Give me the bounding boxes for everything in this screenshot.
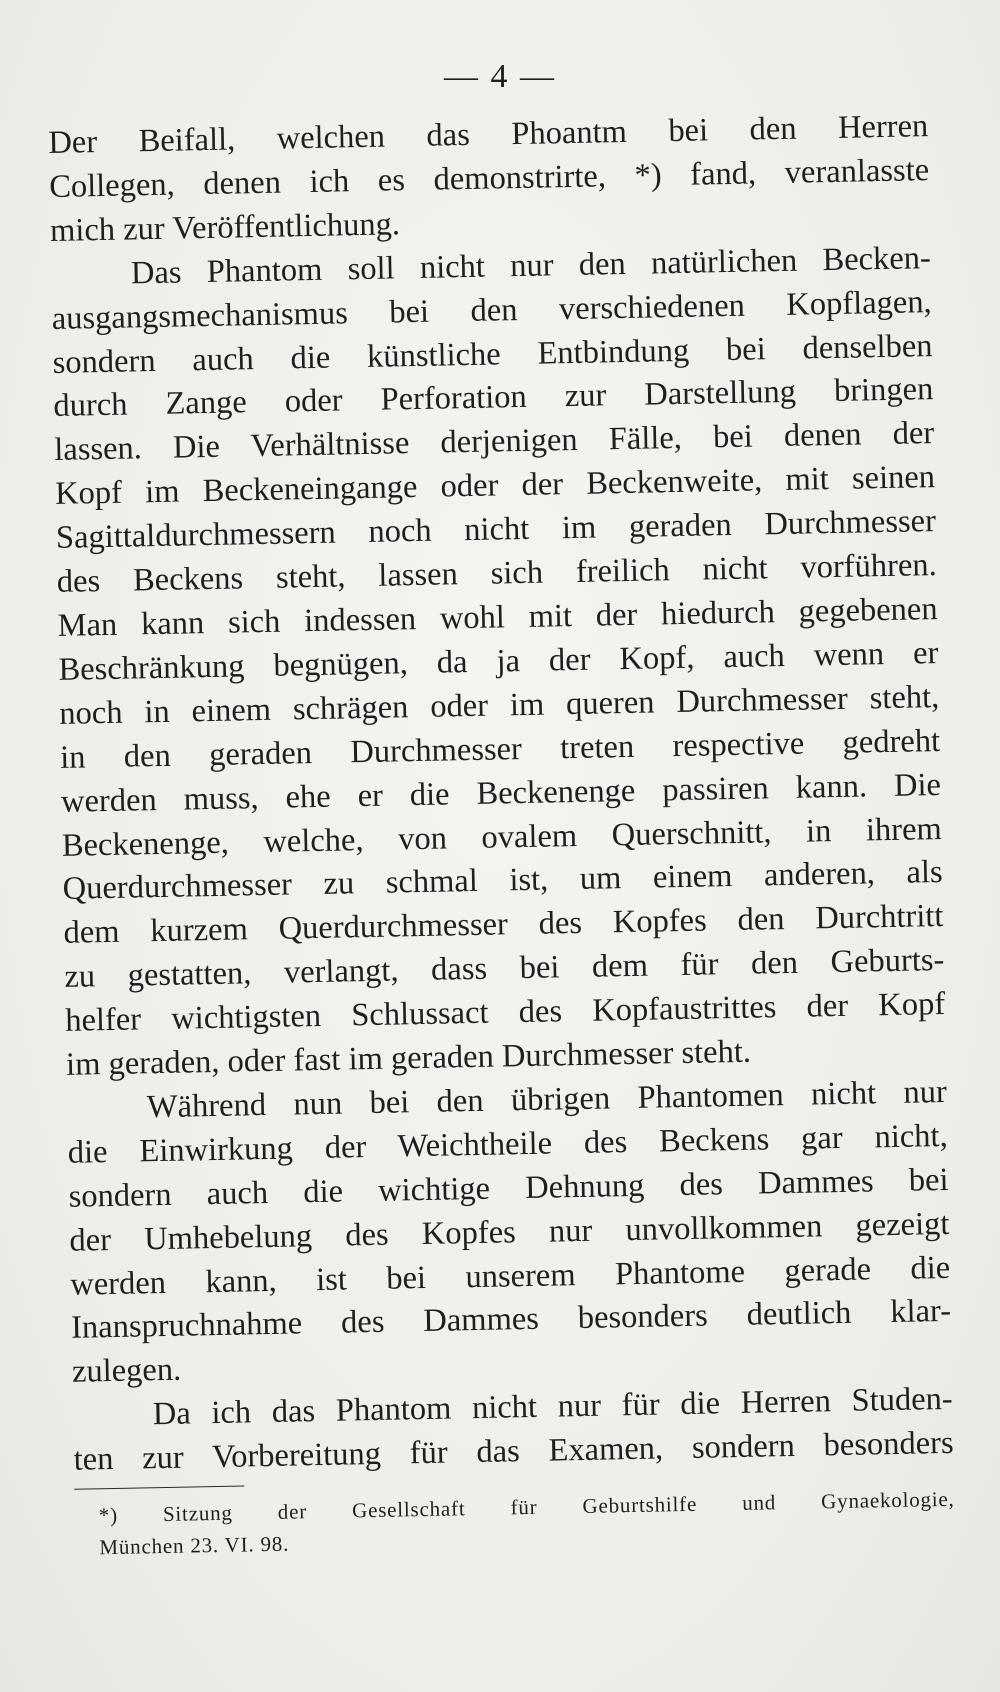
text-line: Da ich das Phantom nicht nur für die Herren Studen- — [152, 1381, 954, 1433]
footnote-divider — [74, 1486, 244, 1490]
text-line: Querdurchmesser zu schmal ist, um einem anderen, als — [62, 854, 943, 908]
text-line: im geraden, oder fast im geraden Durchmesser steht. — [65, 1033, 752, 1083]
text-line: sondern auch die wichtige Dehnung des Dammes bei — [68, 1161, 949, 1215]
text-line: Beschränkung begnügen, da ja der Kopf, auch wenn er — [58, 634, 939, 688]
text-line: Kopf im Beckeneingange oder der Beckenweite, mit seinen — [54, 459, 936, 513]
text-line: in den geraden Durchmesser treten respective gedreht — [59, 722, 941, 776]
text-line: zulegen. — [71, 1352, 182, 1391]
text-line: des Beckens steht, lassen sich freilich nicht vorführen. — [56, 547, 938, 600]
text-line: lassen. Die Verhältnisse derjenigen Fälle, bei denen der — [53, 415, 935, 469]
text-line: Collegen, denen ich es demonstrirte, *) fand, veranlasste — [48, 152, 930, 205]
text-line: durch Zange oder Perforation zur Darstellung bringen — [53, 371, 934, 425]
text-line: der Umhebelung des Kopfes nur unvollkommen gezeigt — [69, 1205, 950, 1259]
text-line: ten zur Vorbereitung für das Examen, sondern besonders — [73, 1425, 954, 1478]
text-line: mich zur Veröffentlichung. — [49, 206, 401, 249]
text-line: Beckenenge, welche, von ovalem Querschnitt, in ihrem — [61, 810, 943, 864]
text-line: sondern auch die künstliche Entbindung bei denselben — [52, 327, 933, 381]
text-line: helfer wichtigsten Schlussact des Kopfaustrittes der Kopf — [64, 986, 946, 1039]
text-line: werden muss, ehe er die Beckenenge passiren kann. Die — [60, 766, 942, 820]
text-line: dem kurzem Querdurchmesser des Kopfes den Durchtritt — [63, 898, 944, 952]
footnote-line: München 23. VI. 98. — [99, 1531, 290, 1560]
text-line: Sagittaldurchmessern noch nicht im geraden Durchmesser — [55, 503, 937, 557]
text-line: Inanspruchnahme des Dammes besonders deutlich klar- — [70, 1293, 952, 1347]
text-line: Der Beifall, welchen das Phoantm bei den Herren — [48, 108, 929, 161]
text-line: Während nun bei den übrigen Phantomen nicht nur — [146, 1073, 948, 1126]
text-line: noch in einem schrägen oder im queren Durchmesser steht, — [59, 678, 940, 732]
text-line: ausgangsmechanismus bei den verschiedenen Kopflagen, — [51, 283, 932, 337]
text-line: zu gestatten, verlangt, dass bei dem für den Geburts- — [64, 942, 945, 996]
text-line: die Einwirkung der Weichtheile des Beckens gar nicht, — [67, 1117, 948, 1171]
text-line: Man kann sich indessen wohl mit der hiedurch gegebenen — [57, 590, 938, 644]
page-number: — 4 — — [444, 58, 556, 95]
footnote-line: *) Sitzung der Gesellschaft für Geburtshilfe und Gynaekologie, — [98, 1486, 955, 1528]
text-line: werden kann, ist bei unserem Phantome gerade die — [69, 1249, 951, 1303]
body-text — [48, 105, 956, 1564]
text-line: Das Phantom soll nicht nur den natürlichen Becken- — [130, 239, 932, 292]
